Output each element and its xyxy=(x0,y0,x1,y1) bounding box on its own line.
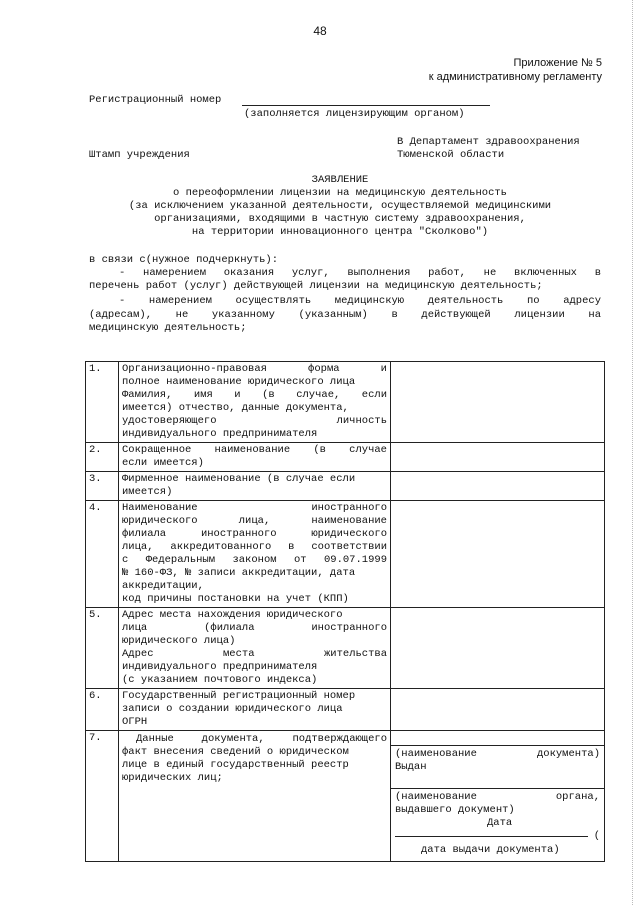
document-name-caption: (наименование документа) xyxy=(395,748,600,760)
table-row xyxy=(86,731,605,862)
label-line: полное наименование юридического лица xyxy=(122,376,356,388)
table-row xyxy=(86,501,605,608)
label-line: № 160-ФЗ, № записи аккредитации, дата xyxy=(122,567,356,579)
reason-bullet-2-line-2: (адресам), не указанному (указанным) в действующей лицензии на xyxy=(89,309,601,321)
row-label xyxy=(119,501,391,608)
row-value-field[interactable] xyxy=(391,472,605,501)
row-value-field[interactable] xyxy=(391,731,605,862)
label-line: с Федеральным законом от 09.07.1999 xyxy=(122,554,387,566)
row-number: 4. xyxy=(86,501,119,608)
date-label: Дата xyxy=(487,817,513,829)
issued-label: Выдан xyxy=(395,761,427,773)
title-line-2: (за исключением указанной деятельности, осуществляемой медицинскими xyxy=(128,200,552,212)
row-label xyxy=(119,443,391,472)
appendix-header xyxy=(429,56,602,84)
label-line: Государственный регистрационный номер xyxy=(122,690,356,702)
reason-bullet-2-line-3: медицинскую деятельность; xyxy=(89,322,247,334)
addressee-line-2: Тюменской области xyxy=(397,149,505,161)
row-value-field[interactable] xyxy=(391,443,605,472)
label-line: код причины постановки на учет (КПП) xyxy=(122,593,349,605)
row-label xyxy=(119,689,391,731)
row-value-field[interactable] xyxy=(391,501,605,608)
row-number: 7. xyxy=(86,731,119,862)
title-line-4: на территории инновационного центра "Сколково") xyxy=(191,226,489,238)
label-line: Адрес места жительства xyxy=(122,648,387,660)
label-line: имеется) отчество, данные документа, xyxy=(122,402,349,414)
table-row xyxy=(86,472,605,501)
reason-intro: в связи с(нужное подчеркнуть): xyxy=(89,254,279,266)
row-number: 5. xyxy=(86,608,119,689)
row-value-field[interactable] xyxy=(391,689,605,731)
label-line: индивидуального предпринимателя xyxy=(122,661,318,673)
label-line: Фамилия, имя и (в случае, если xyxy=(122,389,387,401)
reason-bullet-1-line-1: - намерением оказания услуг, выполнения работ, не включенных в xyxy=(119,267,601,279)
row-number: 1. xyxy=(86,362,119,443)
row-label xyxy=(119,608,391,689)
issuing-org-caption-line-1: (наименование органа, xyxy=(395,791,600,803)
label-line: индивидуального предпринимателя xyxy=(122,428,318,440)
registration-label: Регистрационный номер xyxy=(89,94,222,106)
label-line: Сокращенное наименование (в случае xyxy=(122,444,387,456)
page-number: 48 xyxy=(313,24,327,38)
date-line xyxy=(395,836,588,837)
date-issued-caption: дата выдачи документа) xyxy=(421,844,560,856)
row-number: 3. xyxy=(86,472,119,501)
table-row xyxy=(86,608,605,689)
title-line-3: организациями, входящими в частную систему здравоохранения, xyxy=(154,213,526,225)
label-line: факт внесения сведений о юридическом xyxy=(122,746,349,758)
label-line: аккредитации, xyxy=(122,580,204,592)
issuing-org-caption-line-2: выдавшего документ) xyxy=(395,804,515,816)
label-line: филиала иностранного юридического xyxy=(122,528,387,540)
label-line: Фирменное наименование (в случае если xyxy=(122,473,356,485)
appendix-title: Приложение № 5 xyxy=(513,57,602,69)
registration-note: (заполняется лицензирующим органом) xyxy=(244,108,465,120)
label-line: ОГРН xyxy=(122,716,148,728)
page-edge xyxy=(632,0,633,905)
row-number: 6. xyxy=(86,689,119,731)
row-value-field[interactable] xyxy=(391,362,605,443)
row-label xyxy=(119,731,391,862)
application-table xyxy=(85,361,605,862)
label-line: Адрес места нахождения юридического xyxy=(122,609,343,621)
label-line: (с указанием почтового индекса) xyxy=(122,674,318,686)
registration-line xyxy=(242,105,490,106)
label-line: если имеется) xyxy=(122,457,204,469)
label-line: записи о создании юридического лица xyxy=(122,703,343,715)
row-label xyxy=(119,362,391,443)
label-line: лица, аккредитованного в соответствии xyxy=(122,541,387,553)
label-line: юридических лиц; xyxy=(122,772,223,784)
row-label xyxy=(119,472,391,501)
label-line: имеется) xyxy=(122,486,173,498)
label-line: лица (филиала иностранного xyxy=(122,622,387,634)
row-number: 2. xyxy=(86,443,119,472)
label-line: Данные документа, подтверждающего xyxy=(136,733,387,745)
document-heading: ЗАЯВЛЕНИЕ xyxy=(311,174,369,186)
label-line: юридического лица, наименование xyxy=(122,515,387,527)
appendix-subtitle: к административному регламенту xyxy=(428,71,602,83)
table-row xyxy=(86,443,605,472)
label-line: Наименование иностранного xyxy=(122,502,387,514)
reason-bullet-1-line-2: перечень работ (услуг) действующей лицензии на медицинскую деятельность; xyxy=(89,280,543,292)
label-line: Организационно-правовая форма и xyxy=(122,363,387,375)
label-line: юридического лица) xyxy=(122,635,236,647)
table-row xyxy=(86,689,605,731)
stamp-label: Штамп учреждения xyxy=(89,149,190,161)
row-value-field[interactable] xyxy=(391,608,605,689)
label-line: удостоверяющего личность xyxy=(122,415,387,427)
addressee-line-1: В Департамент здравоохранения xyxy=(397,136,580,148)
title-line-1: о переоформлении лицензии на медицинскую деятельность xyxy=(173,187,507,199)
reason-bullet-2-line-1: - намерением осуществлять медицинскую деятельность по адресу xyxy=(119,295,601,307)
date-open-paren: ( xyxy=(593,830,600,842)
table-row xyxy=(86,362,605,443)
label-line: лице в единый государственный реестр xyxy=(122,759,349,771)
